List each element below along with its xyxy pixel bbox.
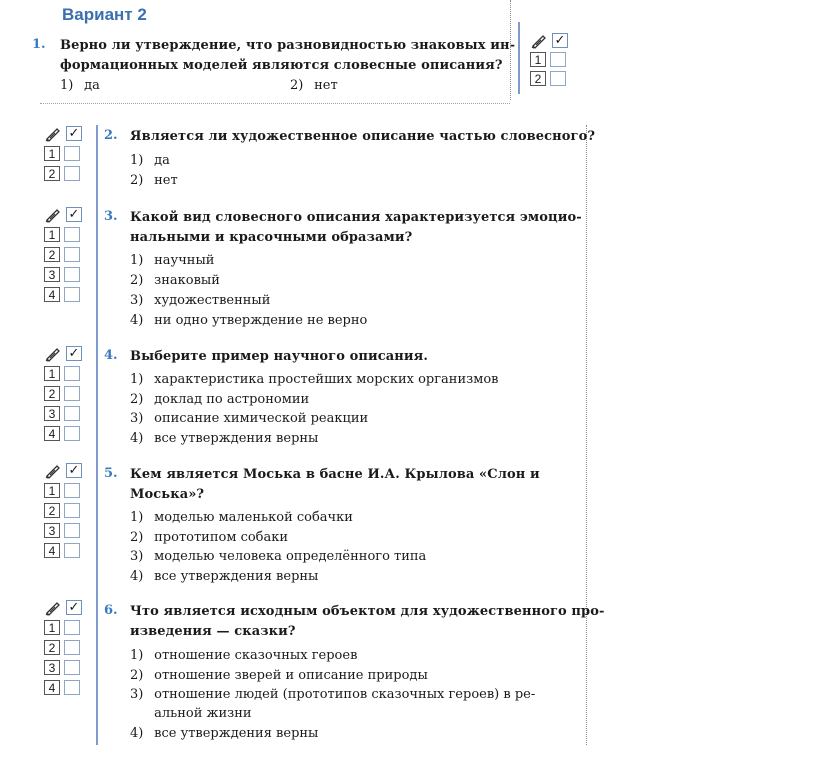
answer-label: 1	[530, 52, 546, 67]
answer-checkbox[interactable]	[550, 52, 566, 67]
check-box: ✓	[66, 126, 82, 141]
answer-checkbox[interactable]	[64, 406, 80, 421]
answer-label: 1	[44, 227, 60, 242]
question-1-line: Верно ли утверждение, что разновидностью знаковых ин-	[60, 38, 516, 53]
question-6	[130, 602, 605, 641]
question-5-number: 5.	[104, 466, 118, 481]
answer-label: 2	[44, 640, 60, 655]
question-1	[60, 36, 515, 75]
question-4-line: Выберите пример научного описания.	[130, 349, 428, 364]
answer-checkbox[interactable]	[64, 620, 80, 635]
check-box: ✓	[66, 207, 82, 222]
question-6-option-4: 4) все утверждения верны	[130, 726, 319, 741]
check-box: ✓	[66, 346, 82, 361]
answer-checkbox[interactable]	[64, 426, 80, 441]
answer-label: 2	[44, 503, 60, 518]
question-4-option-2: 2) доклад по астрономии	[130, 392, 310, 407]
answer-checkbox[interactable]	[64, 366, 80, 381]
question-1-line: формационных моделей являются словесные описания?	[60, 57, 503, 73]
answer-checkbox[interactable]	[64, 166, 80, 181]
question-5-line: Кем является Моська в басне И.А. Крылова «Слон и	[130, 467, 540, 482]
divider	[40, 103, 510, 104]
check-box: ✓	[66, 463, 82, 478]
margin-rule	[96, 125, 98, 745]
answer-checkbox[interactable]	[64, 523, 80, 538]
answer-checkbox[interactable]	[64, 503, 80, 518]
answer-checkbox[interactable]	[64, 640, 80, 655]
answer-label: 4	[44, 287, 60, 302]
question-5-option-1: 1) моделью маленькой собачки	[130, 510, 353, 525]
question-5-option-3: 3) моделью человека определённого типа	[130, 549, 427, 564]
answer-checkbox[interactable]	[550, 71, 566, 86]
check-box: ✓	[552, 33, 568, 48]
question-2-option-1: 1) да	[130, 153, 170, 168]
pen-icon	[44, 207, 62, 223]
answer-checkbox[interactable]	[64, 247, 80, 262]
answer-checkbox[interactable]	[64, 227, 80, 242]
answer-label: 1	[44, 620, 60, 635]
answer-checkbox[interactable]	[64, 543, 80, 558]
answer-label: 2	[44, 247, 60, 262]
question-3-line: нальными и красочными образами?	[130, 229, 413, 245]
question-4-option-3: 3) описание химической реакции	[130, 411, 369, 426]
question-1-option-1: 1) да	[60, 78, 100, 93]
question-2-line: Является ли художественное описание частью словесного?	[130, 129, 596, 144]
question-6-option-2: 2) отношение зверей и описание природы	[130, 668, 428, 683]
question-6-line: изведения — сказки?	[130, 623, 296, 639]
answer-label: 4	[44, 680, 60, 695]
answer-label: 4	[44, 543, 60, 558]
pen-icon	[44, 126, 62, 142]
pen-icon	[44, 463, 62, 479]
pen-icon	[530, 33, 548, 49]
variant-title: Вариант 2	[62, 5, 147, 24]
question-6-line: Что является исходным объектом для художественного про-	[130, 604, 605, 619]
check-box: ✓	[66, 600, 82, 615]
question-4-option-1: 1) характеристика простейших морских организмов	[130, 372, 499, 387]
question-6-number: 6.	[104, 603, 118, 618]
answer-label: 1	[44, 483, 60, 498]
question-3-line: Какой вид словесного описания характеризуется эмоцио-	[130, 210, 582, 225]
question-1-number: 1.	[32, 37, 46, 52]
answer-label: 3	[44, 406, 60, 421]
pen-icon	[44, 600, 62, 616]
question-3-option-2: 2) знаковый	[130, 273, 220, 288]
answer-label: 1	[44, 366, 60, 381]
question-4-number: 4.	[104, 348, 118, 363]
question-5-option-4: 4) все утверждения верны	[130, 569, 319, 584]
question-5-option-2: 2) прототипом собаки	[130, 530, 289, 545]
question-4	[130, 347, 428, 367]
answer-label: 3	[44, 267, 60, 282]
answer-label: 2	[44, 386, 60, 401]
question-3	[130, 208, 582, 247]
question-6-option-3: 3) отношение людей (прототипов сказочных героев) в ре-	[130, 687, 536, 702]
answer-label: 2	[44, 166, 60, 181]
answer-label: 4	[44, 426, 60, 441]
answer-label: 2	[530, 71, 546, 86]
answer-label: 3	[44, 660, 60, 675]
question-6-option-1: 1) отношение сказочных героев	[130, 648, 358, 663]
answer-label: 3	[44, 523, 60, 538]
divider	[510, 0, 511, 100]
pen-icon	[44, 346, 62, 362]
answer-checkbox[interactable]	[64, 680, 80, 695]
answer-checkbox[interactable]	[64, 146, 80, 161]
answer-label: 1	[44, 146, 60, 161]
answer-checkbox[interactable]	[64, 287, 80, 302]
question-5-line: Моська»?	[130, 486, 205, 502]
margin-rule	[518, 22, 520, 94]
question-5	[130, 465, 540, 504]
question-3-option-4: 4) ни одно утверждение не верно	[130, 313, 368, 328]
question-2	[130, 127, 595, 147]
question-3-option-3: 3) художественный	[130, 293, 271, 308]
question-2-number: 2.	[104, 128, 118, 143]
answer-checkbox[interactable]	[64, 660, 80, 675]
divider	[586, 125, 587, 745]
answer-checkbox[interactable]	[64, 483, 80, 498]
question-4-option-4: 4) все утверждения верны	[130, 431, 319, 446]
question-3-option-1: 1) научный	[130, 253, 215, 268]
question-3-number: 3.	[104, 209, 118, 224]
question-6-option-3-cont: альной жизни	[154, 706, 252, 721]
answer-checkbox[interactable]	[64, 386, 80, 401]
answer-checkbox[interactable]	[64, 267, 80, 282]
question-2-option-2: 2) нет	[130, 173, 178, 188]
question-1-option-2: 2) нет	[290, 78, 338, 93]
